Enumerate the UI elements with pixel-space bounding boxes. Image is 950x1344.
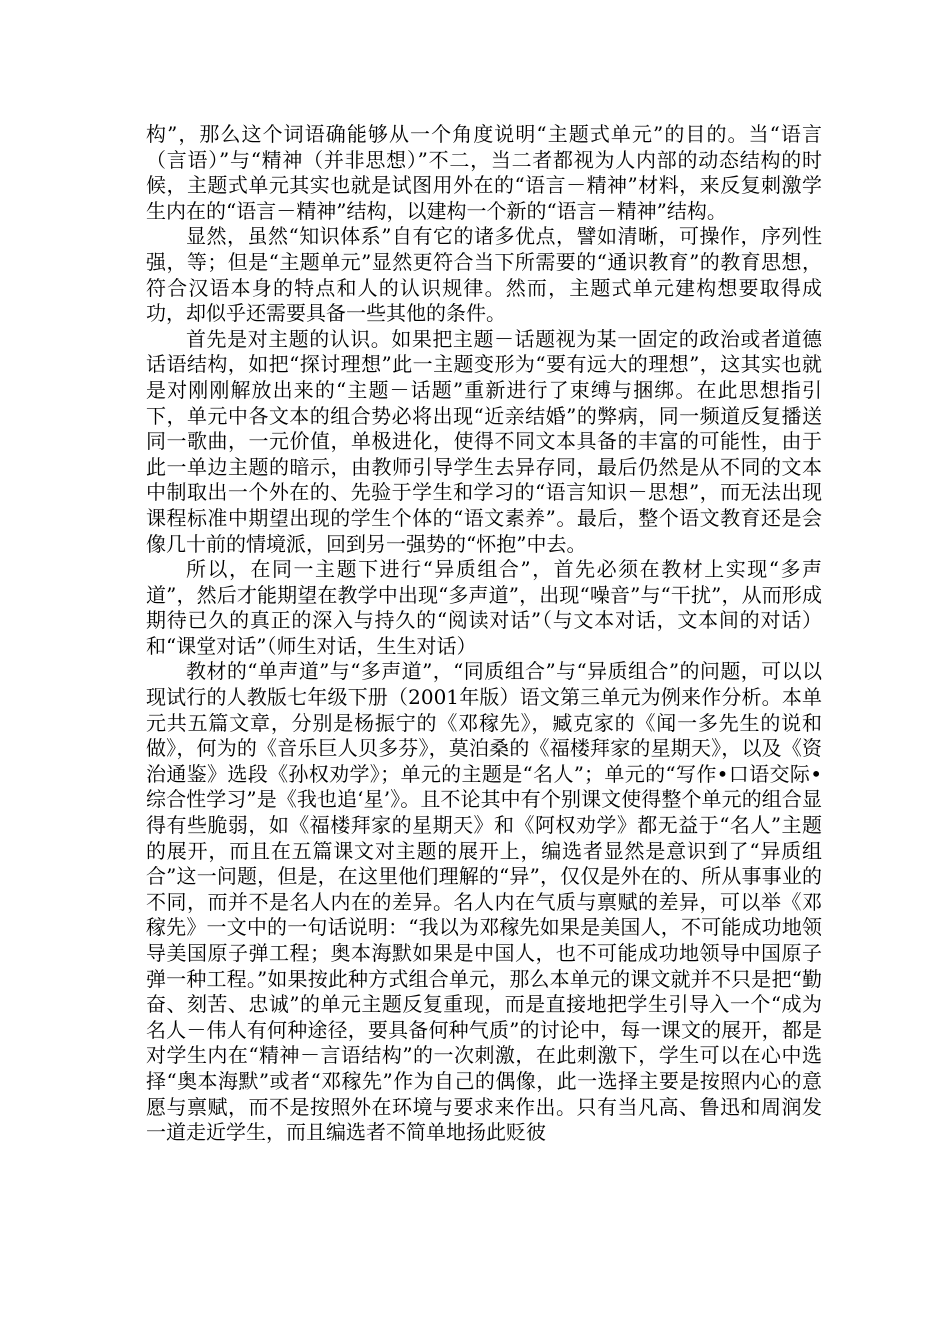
paragraph-5: 教材的“单声道”与“多声道”，“同质组合”与“异质组合”的问题，可以以现试行的人教版七年级下册（2001年版）语文第三单元为例来作分析。本单元共五篇文章，分别是杨振宁的《邓稼先》，臧克家的《闻一多先生的说和做》，何为的《音乐巨人贝多芬》，莫泊桑的《福楼拜家的星期天》，以及《资治通鉴》选段《孙权劝学》；单元的主题是“名人”；单元的“写作•口语交际•综合性学习”是《我也追‘星’》。且不论其中有个别课文使得整个单元的组合显得有些脆弱，如《福楼拜家的星期天》和《阿权劝学》都无益于“名人”主题的展开，而且在五篇课文对主题的展开上，编选者显然是意识到了“异质组合”这一问题，但是，在这里他们理解的“异”，仅仅是外在的、所从事事业的不同，而并不是名人内在的差异。名人内在气质与禀赋的差异，可以举《邓稼先》一文中的一句话说明：“我以为邓稼先如果是美国人，不可能成功地领导美国原子弹工程；奥本海默如果是中国人，也不可能成功地领导中国原子弹一种工程。”如果按此种方式组合单元，那么本单元的课文就并不只是把“勤奋、刻苦、忠诚”的单元主题反复重现，而是直接地把学生引导入一个“成为名人－伟人有何种途径，要具备何种气质”的讨论中，每一课文的展开，都是对学生内在“精神－言语结构”的一次刺激，在此刺激下，学生可以在心中选择“奥本海默”或者“邓稼先”作为自己的偶像，此一选择主要是按照内心的意愿与禀赋，而不是按照外在环境与要求来作出。只有当凡高、鲁迅和周润发一道走近学生，而且编选者不简单地扬此贬彼 <box>146 659 822 1145</box>
paragraph-2: 显然，虽然“知识体系”自有它的诸多优点，譬如清晰，可操作，序列性强，等；但是“主题单元”显然更符合当下所需要的“通识教育”的教育思想，符合汉语本身的特点和人的认识规律。然而，主题式单元建构想要取得成功，却似乎还需要具备一些其他的条件。 <box>146 224 822 326</box>
paragraph-3: 首先是对主题的认识。如果把主题－话题视为某一固定的政治或者道德话语结构，如把“探讨理想”此一主题变形为“要有远大的理想”，这其实也就是对刚刚解放出来的“主题－话题”重新进行了束缚与捆绑。在此思想指引下，单元中各文本的组合势必将出现“近亲结婚”的弊病，同一频道反复播送同一歌曲，一元价值，单极进化，使得不同文本具备的丰富的可能性，由于此一单边主题的暗示，由教师引导学生去异存同，最后仍然是从不同的文本中制取出一个外在的、先验于学生和学习的“语言知识－思想”，而无法出现课程标准中期望出现的学生个体的“语文素养”。最后，整个语文教育还是会像几十前的情境派，回到另一强势的“怀抱”中去。 <box>146 326 822 556</box>
paragraph-1: 构”，那么这个词语确能够从一个角度说明“主题式单元”的目的。当“语言（言语）”与“精神（并非思想）”不二，当二者都视为人内部的动态结构的时候，主题式单元其实也就是试图用外在的“语言－精神”材料，来反复刺激学生内在的“语言－精神”结构，以建构一个新的“语言－精神”结构。 <box>146 122 822 223</box>
paragraph-4: 所以，在同一主题下进行“异质组合”，首先必须在教材上实现“多声道”，然后才能期望在教学中出现“多声道”，出现“噪音”与“干扰”，从而形成期待已久的真正的深入与持久的“阅读对话”（与文本对话，文本间的对话）和“课堂对话”（师生对话，生生对话） <box>146 557 822 658</box>
article-body <box>146 122 822 1146</box>
